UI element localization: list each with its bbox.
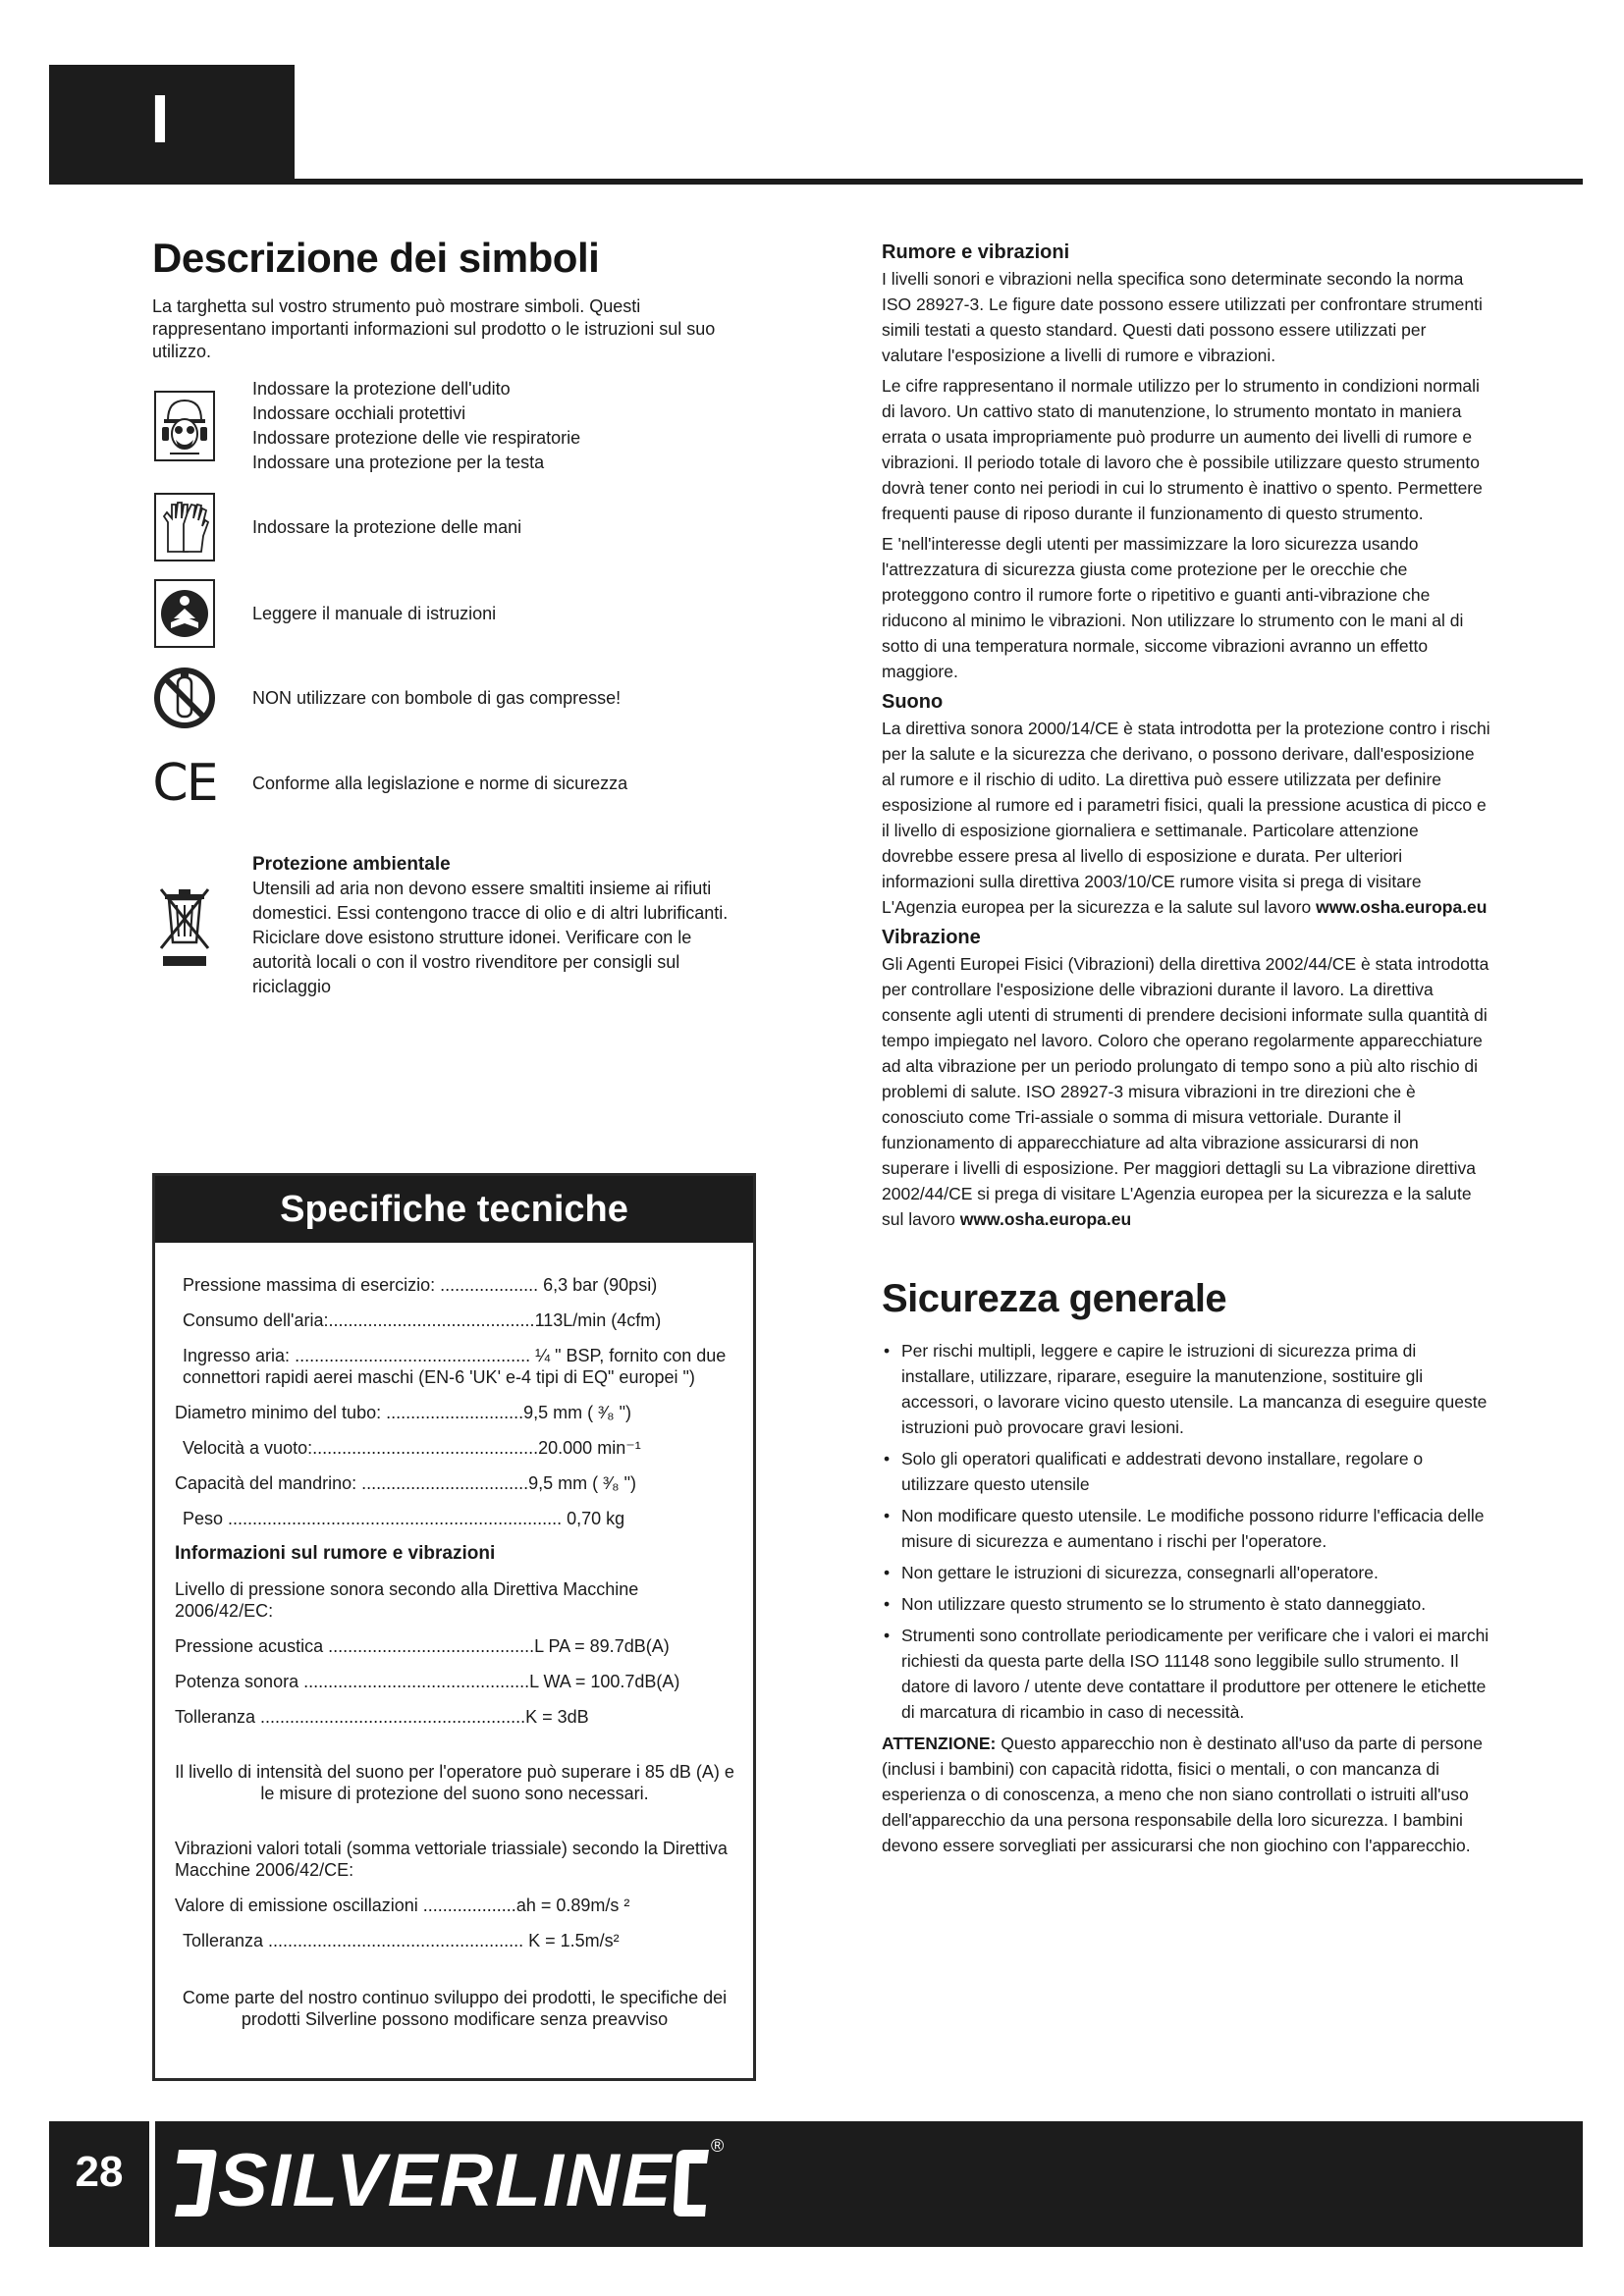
safety-item: • Non utilizzare questo strumento se lo strumento è stato danneggiato. bbox=[882, 1591, 1490, 1617]
safety-title: Sicurezza generale bbox=[882, 1277, 1227, 1320]
spec-label: Velocità a vuoto: bbox=[183, 1438, 313, 1458]
vibration-paragraph bbox=[882, 951, 1490, 1232]
ce-text: Conforme alla legislazione e norme di sicurezza bbox=[252, 773, 628, 793]
vib-intro: Vibrazioni valori totali (somma vettoriale triassiale) secondo la Direttiva Macchine 2006/42/CE: bbox=[175, 1839, 728, 1880]
logo-swoosh-right-icon bbox=[674, 2140, 713, 2222]
noise-row: Potenza sonora ..............................................L WA = 100.7dB(A) bbox=[175, 1672, 680, 1691]
silverline-logo bbox=[173, 2136, 732, 2224]
spec-row: Consumo dell'aria:..........................................113L/min (4cfm) bbox=[183, 1310, 662, 1330]
vibration-title: Vibrazione bbox=[882, 927, 981, 948]
gloves-text: Indossare la protezione delle mani bbox=[252, 516, 522, 537]
spec-value: 9,5 mm ( ³⁄₈ ") bbox=[528, 1473, 637, 1493]
spec-label: Peso bbox=[183, 1509, 224, 1528]
env-text: Utensili ad aria non devono essere smaltiti insieme ai rifiuti domestici. Essi contengono tracce di olio e di altri lubrificanti. Riciclare dove esistono strutture idonei. Verificare con le autorità locali o con il vostro rivenditore per consigli sul riciclaggio bbox=[252, 879, 729, 996]
noise-value: K = 3dB bbox=[525, 1707, 589, 1727]
right-column bbox=[882, 240, 1490, 1863]
noise-paragraph-1: I livelli sonori e vibrazioni nella specifica sono determinate secondo la norma ISO 28927-3. Le figure date possono essere utilizzati per confrontare strumenti simili testati a questo standard. Questi dati possono essere utilizzati per valutare l'esposizione a livelli di rumore e vibrazioni. bbox=[882, 269, 1483, 365]
safety-item: • Strumenti sono controllate periodicamente per verificare che i valori ei marchi richiesti da questa parte della ISO 11148 sono leggibile sullo strumento. Il datore di lavoro / utente deve contattare il produttore per ottenere le etichette di marcatura di ricambio in caso di necessità. bbox=[882, 1623, 1490, 1725]
spec-value: 9,5 mm ( ³⁄₈ ") bbox=[523, 1403, 631, 1422]
spec-label: Diametro minimo del tubo: bbox=[175, 1403, 382, 1422]
manual-text: Leggere il manuale di istruzioni bbox=[252, 603, 497, 623]
noise-title: Rumore e vibrazioni bbox=[882, 241, 1070, 263]
sound-link[interactable]: www.osha.europa.eu bbox=[1316, 897, 1488, 917]
gloves-icon bbox=[154, 493, 215, 561]
noise-row: Tolleranza ......................................................K = 3dB bbox=[175, 1707, 589, 1727]
symbols-title: Descrizione dei simboli bbox=[152, 235, 600, 281]
ppe-line-eyes: Indossare occhiali protettivi bbox=[252, 403, 466, 423]
vib-row: Valore di emissione oscillazioni ...................ah = 0.89m/s ² bbox=[175, 1896, 630, 1915]
noise-label: Potenza sonora bbox=[175, 1672, 299, 1691]
vibration-link[interactable]: www.osha.europa.eu bbox=[959, 1209, 1132, 1229]
symbol-gloves bbox=[152, 493, 741, 561]
warning-paragraph bbox=[882, 1731, 1490, 1858]
spec-row: Capacità del mandrino: ..................................9,5 mm ( ³⁄₈ ") bbox=[175, 1473, 637, 1493]
spec-row: Ingresso aria: ................................................ ¼ " BSP, fornito con due connettori rapidi aerei maschi (EN-6 'UK' e-4 tipi di EQ" europei ") bbox=[183, 1346, 727, 1387]
warning-text: Questo apparecchio non è destinato all'uso da parte di persone (inclusi i bambini) con capacità ridotta, fisici o mentali, o con mancanza di esperienza o di conoscenza, a meno che non siano controllati o istruiti all'uso dell'apparecchio da una persona responsabile della loro sicurezza. I bambini devono essere sorvegliati per assicurarsi che non giochino con l'apparecchio. bbox=[882, 1734, 1483, 1855]
symbol-manual bbox=[152, 579, 741, 648]
warning-label: ATTENZIONE: bbox=[882, 1734, 997, 1753]
spec-row: Diametro minimo del tubo: ............................9,5 mm ( ³⁄₈ ") bbox=[175, 1403, 631, 1422]
vib-label: Valore di emissione oscillazioni bbox=[175, 1896, 418, 1915]
env-title: Protezione ambientale bbox=[252, 854, 451, 875]
noise-row: Pressione acustica ..........................................L PA = 89.7dB(A) bbox=[175, 1636, 670, 1656]
symbol-environment bbox=[152, 852, 741, 999]
section-letter: I bbox=[150, 80, 170, 157]
safety-list bbox=[882, 1338, 1490, 1725]
symbols-section bbox=[152, 231, 741, 1017]
spec-label: Ingresso aria: bbox=[183, 1346, 291, 1365]
vib-row: Tolleranza .................................................... K = 1.5m/s² bbox=[183, 1931, 620, 1950]
safety-item: • Non modificare questo utensile. Le modifiche possono ridurre l'efficacia delle misure di sicurezza e aumentano i rischi per l'operatore. bbox=[882, 1503, 1490, 1554]
spec-label: Capacità del mandrino: bbox=[175, 1473, 357, 1493]
page-number: 28 bbox=[75, 2148, 124, 2196]
spec-title: Specifiche tecniche bbox=[155, 1176, 753, 1243]
noise-paragraph-3: E 'nell'interesse degli utenti per massimizzare la loro sicurezza usando l'attrezzatura di sicurezza giusta come protezione per le orecchie che proteggono contro il rumore forte o ripetitivo e guanti anti-vibrazione che riducono al minimo le vibrazioni. Non utilizzare lo strumento con le mani al di sotto di una temperatura normale, siccome vibrazioni avranno un effetto maggiore. bbox=[882, 534, 1464, 681]
ppe-line-head: Indossare una protezione per la testa bbox=[252, 453, 545, 472]
noise-label: Tolleranza bbox=[175, 1707, 256, 1727]
spec-row: Peso .................................................................... 0,70 kg bbox=[183, 1509, 625, 1528]
vib-value: ah = 0.89m/s ² bbox=[515, 1896, 630, 1915]
vibration-text: Gli Agenti Europei Fisici (Vibrazioni) della direttiva 2002/44/CE è stata introdotta per controllare l'esposizione delle vibrazioni durante il lavoro. La direttiva consente agli utenti di strumenti di prendere decisioni informate sulla quantità di tempo impiegato nel lavoro. Coloro che operano regolarmente apparecchiature ad alta vibrazione per un periodo prolungato di tempo sono a più alto rischio di problemi di salute. ISO 28927-3 misura vibrazioni in tre direzioni che è conosciuto come Tri-assiale o somma di misura vettoriale. Durante il funzionamento di apparecchiature ad alta vibrazione assicurarsi di non superare i livelli di esposizione. Per maggiori dettagli su La vibrazione direttiva 2002/44/CE si prega di visitare L'Agenzia europea per la sicurezza e la salute sul lavoro bbox=[882, 954, 1489, 1229]
spec-value: 0,70 kg bbox=[567, 1509, 625, 1528]
vib-value: K = 1.5m/s² bbox=[528, 1931, 620, 1950]
spec-row: Pressione massima di esercizio: .................... 6,3 bar (90psi) bbox=[183, 1275, 658, 1295]
no-gas-cylinder-icon bbox=[152, 666, 217, 730]
spec-value: 113L/min (4cfm) bbox=[534, 1310, 662, 1330]
spec-label: Consumo dell'aria: bbox=[183, 1310, 329, 1330]
ppe-line-respiratory: Indossare protezione delle vie respiratorie bbox=[252, 428, 581, 448]
spec-value: ¼ " BSP, fornito con due connettori rapidi aerei maschi (EN-6 'UK' e-4 tipi di EQ" europei ") bbox=[183, 1346, 727, 1387]
symbol-ppe bbox=[152, 377, 741, 475]
ppe-head-icon bbox=[154, 391, 215, 461]
vib-label: Tolleranza bbox=[183, 1931, 264, 1950]
safety-item: • Per rischi multipli, leggere e capire le istruzioni di sicurezza prima di installare, utilizzare, riparare, eseguire la manutenzione, sostituire gli accessori, o lavorare vicino questo utensile. La mancanza di eseguire queste istruzioni può provocare gravi lesioni. bbox=[882, 1338, 1490, 1440]
noise-value: L WA = 100.7dB(A) bbox=[529, 1672, 680, 1691]
ppe-line-hearing: Indossare la protezione dell'udito bbox=[252, 379, 511, 399]
logo-swoosh-left-icon bbox=[173, 2140, 220, 2222]
sound-text: La direttiva sonora 2000/14/CE è stata introdotta per la protezione contro i rischi per la salute e la sicurezza che derivano, o possono derivare, dall'esposizione al rumore e il rischio di udito. La direttiva può essere utilizzata per definire esposizione al rumore ed i parametri fisici, quali la pressione acustica di picco e il livello di esposizione giornaliera e settimanale. Particolare attenzione dovrebbe essere presa al livello di esposizione e durata. Per ulteriori informazioni sulla direttiva 2003/10/CE rumore visita si prega di visitare L'Agenzia europea per la sicurezza e la salute sul lavoro bbox=[882, 719, 1490, 917]
spec-box bbox=[152, 1173, 756, 2081]
spec-label: Pressione massima di esercizio: bbox=[183, 1275, 436, 1295]
safety-item: • Non gettare le istruzioni di sicurezza, consegnarli all'operatore. bbox=[882, 1560, 1490, 1585]
weee-bin-icon bbox=[157, 881, 212, 970]
ce-mark-icon: CE bbox=[152, 754, 217, 813]
sound-paragraph bbox=[882, 716, 1490, 920]
spec-row: Velocità a vuoto:..............................................20.000 min⁻¹ bbox=[183, 1438, 641, 1458]
spec-value: 20.000 min⁻¹ bbox=[538, 1438, 641, 1458]
noise-paragraph-2: Le cifre rappresentano il normale utilizzo per lo strumento in condizioni normali di lavoro. Un cattivo stato di manutenzione, lo strumento montato in maniera errata o usata impropriamente può produrre un aumento dei livelli di rumore e vibrazioni. Il periodo totale di lavoro che è possibile utilizzare questo strumento dovrà tener conto nei periodi in cui lo strumento è inattivo o spento. Permettere frequenti pause di riposo durante il funzionamento di questo strumento. bbox=[882, 376, 1483, 523]
no-gas-text: NON utilizzare con bombole di gas compresse! bbox=[252, 687, 622, 708]
noise-note: Il livello di intensità del suono per l'operatore può superare i 85 dB (A) e le misure di protezione del suono sono necessari. bbox=[175, 1762, 734, 1803]
read-manual-icon bbox=[154, 579, 215, 648]
spec-value: 6,3 bar (90psi) bbox=[543, 1275, 658, 1295]
logo-text: SILVERLINE bbox=[218, 2139, 674, 2222]
footer-separator bbox=[149, 2121, 155, 2247]
noise-label: Pressione acustica bbox=[175, 1636, 324, 1656]
safety-item: • Solo gli operatori qualificati e addestrati devono installare, regolare o utilizzare questo utensile bbox=[882, 1446, 1490, 1497]
spec-footnote: Come parte del nostro continuo sviluppo dei prodotti, le specifiche dei prodotti Silverline possono modificare senza preavviso bbox=[182, 1988, 728, 2029]
noise-value: L PA = 89.7dB(A) bbox=[534, 1636, 670, 1656]
registered-mark: ® bbox=[711, 2136, 725, 2156]
symbol-no-gas bbox=[152, 666, 741, 730]
symbols-intro: La targhetta sul vostro strumento può mostrare simboli. Questi rappresentano importanti informazioni sul prodotto o le istruzioni sul suo utilizzo. bbox=[152, 296, 716, 361]
noise-info-title: Informazioni sul rumore e vibrazioni bbox=[175, 1543, 496, 1564]
header-rule bbox=[295, 179, 1583, 185]
symbol-ce bbox=[152, 754, 741, 813]
sound-title: Suono bbox=[882, 691, 944, 713]
noise-info-intro: Livello di pressione sonora secondo alla Direttiva Macchine 2006/42/EC: bbox=[175, 1579, 639, 1621]
